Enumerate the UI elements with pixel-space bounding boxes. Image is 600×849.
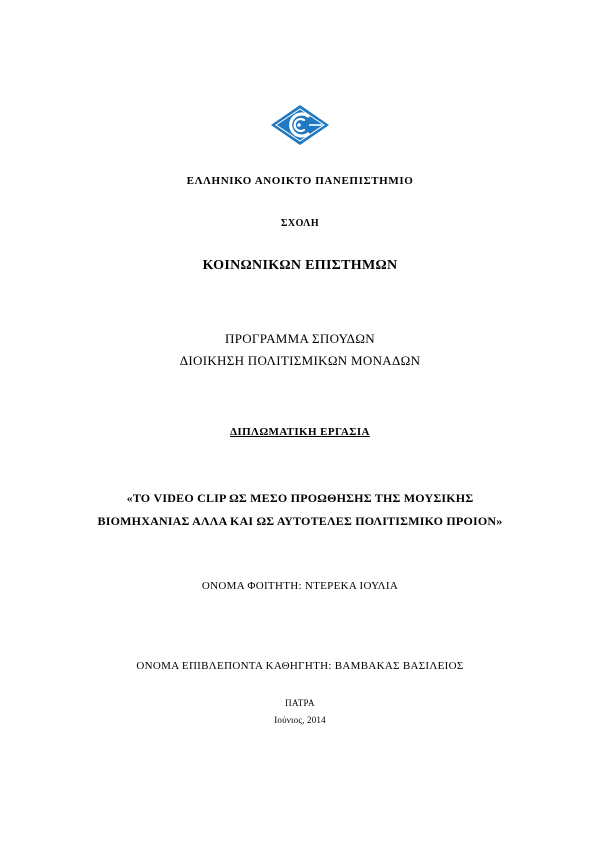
- school-label: ΣΧΟΛΗ: [280, 218, 320, 229]
- thesis-title-line-1: «ΤΟ VIDEO CLIP ΩΣ ΜΕΣΟ ΠΡΟΩΘΗΣΗΣ ΤΗΣ ΜΟΥΣΙΚΗΣ: [126, 491, 474, 505]
- university-name: ΕΛΛΗΝΙΚΟ ΑΝΟΙΚΤΟ ΠΑΝΕΠΙΣΤΗΜΙΟ: [186, 175, 414, 187]
- date: Ιούνιος, 2014: [274, 715, 326, 725]
- thesis-title-line-2: ΒΙΟΜΗΧΑΝΙΑΣ ΑΛΛΑ ΚΑΙ ΩΣ ΑΥΤΟΤΕΛΕΣ ΠΟΛΙΤΙΣΜΙΚΟ ΠΡΟΙΟΝ»: [97, 514, 503, 528]
- program-label: ΠΡΟΓΡΑΜΜΑ ΣΠΟΥΔΩΝ: [225, 331, 375, 346]
- thesis-label: ΔΙΠΛΩΜΑΤΙΚΗ ΕΡΓΑΣΙΑ: [230, 426, 370, 438]
- supervisor-name: ΟΝΟΜΑ ΕΠΙΒΛΕΠΟΝΤΑ ΚΑΘΗΓΗΤΗ: ΒΑΜΒΑΚΑΣ ΒΑΣΙΛΕΙΟΣ: [136, 660, 464, 672]
- program-name: ΔΙΟΙΚΗΣΗ ΠΟΛΙΤΙΣΜΙΚΩΝ ΜΟΝΑΔΩΝ: [179, 353, 421, 368]
- school-name: ΚΟΙΝΩΝΙΚΩΝ ΕΠΙΣΤΗΜΩΝ: [202, 258, 398, 273]
- university-logo-icon: [270, 104, 330, 146]
- student-name: ΟΝΟΜΑ ΦΟΙΤΗΤΗ: ΝΤΕΡΕΚΑ ΙΟΥΛΙΑ: [201, 580, 399, 592]
- city: ΠΑΤΡΑ: [285, 698, 315, 708]
